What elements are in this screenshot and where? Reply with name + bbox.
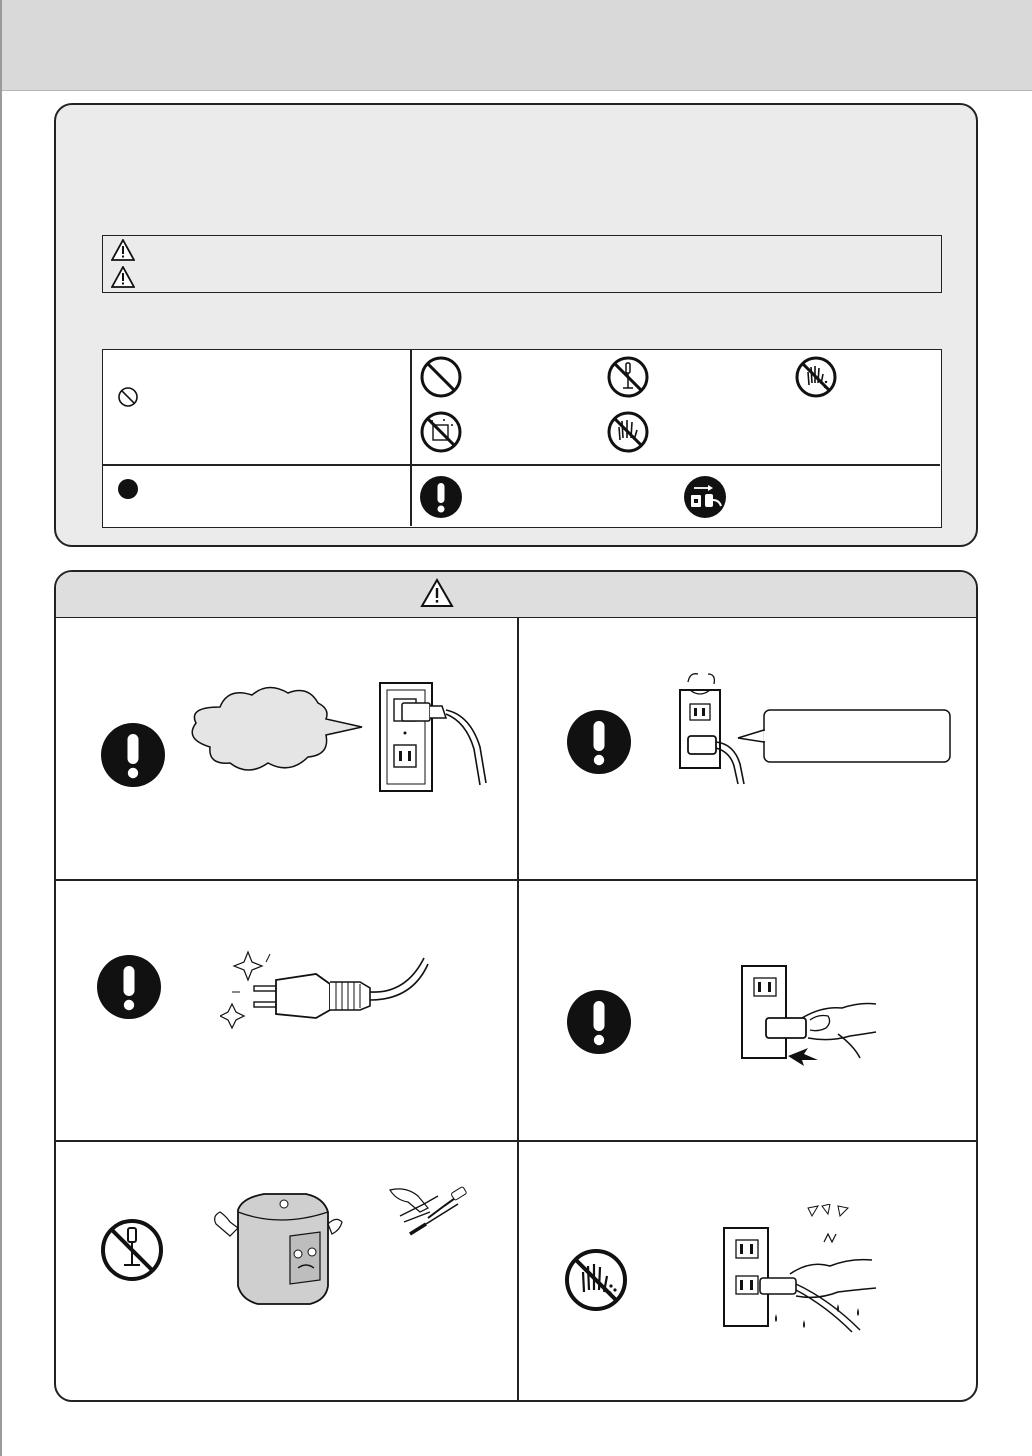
prohibition-icon bbox=[419, 355, 463, 399]
warning-triangle-icon bbox=[111, 239, 135, 261]
warnings-panel bbox=[54, 570, 978, 1402]
mandatory-exclamation-icon bbox=[566, 709, 632, 775]
warning-triangle-icon bbox=[111, 266, 135, 288]
wet-hands-plug bbox=[720, 1204, 890, 1354]
clean-plug bbox=[220, 948, 430, 1038]
rice-cooker-and-tools bbox=[208, 1182, 478, 1322]
no-wet-hands-icon bbox=[794, 355, 838, 399]
no-disassembly-icon bbox=[606, 355, 650, 399]
page-header-band bbox=[0, 0, 1032, 91]
signal-row-warning bbox=[111, 238, 135, 262]
symbol-legend-table bbox=[102, 349, 942, 528]
filled-circle-icon bbox=[117, 478, 139, 500]
no-water-icon bbox=[419, 410, 463, 454]
no-touch-icon bbox=[606, 410, 650, 454]
unplug-icon bbox=[683, 475, 727, 519]
safety-symbols-panel bbox=[54, 103, 978, 547]
no-wet-hands-icon bbox=[564, 1248, 628, 1312]
no-disassembly-icon bbox=[100, 1218, 164, 1282]
signal-row-caution bbox=[111, 265, 135, 289]
mandatory-exclamation-icon bbox=[96, 954, 162, 1020]
outlet-with-speech-bubble bbox=[676, 668, 956, 788]
warning-triangle-icon bbox=[420, 578, 454, 608]
left-margin-rule bbox=[0, 0, 2, 1456]
signal-word-box bbox=[102, 235, 942, 293]
outlet-with-speech-cloud bbox=[180, 677, 500, 797]
prohibition-icon bbox=[117, 386, 139, 408]
mandatory-exclamation-icon bbox=[566, 989, 632, 1055]
insert-plug-fully bbox=[738, 962, 888, 1082]
mandatory-exclamation-icon bbox=[100, 722, 166, 788]
warnings-panel-header bbox=[56, 572, 976, 618]
mandatory-exclamation-icon bbox=[419, 475, 463, 519]
